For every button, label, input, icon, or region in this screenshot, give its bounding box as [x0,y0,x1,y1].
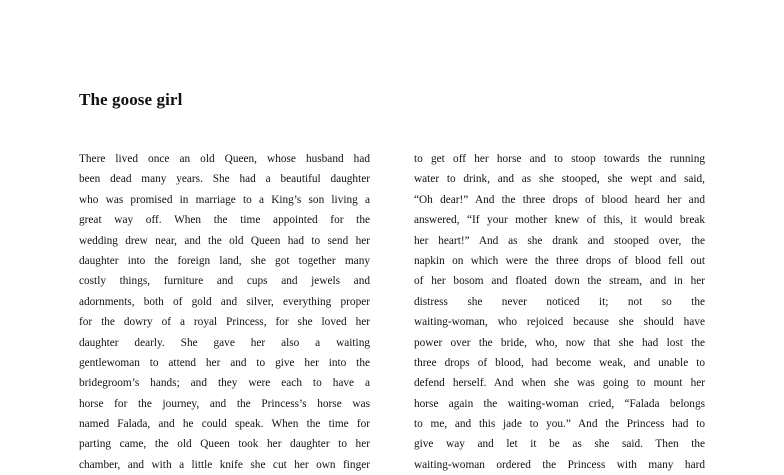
text-line: daughter dearly. She gave her also a waiting [79,336,370,349]
text-line: bridegroom’s hands; and they were each to have a [79,377,370,390]
text-line: gentlewoman to attend her and to give her into the [79,356,370,369]
text-line: for the dowry of a royal Princess, for she loved her [79,316,370,329]
text-line: of her bosom and floated down the stream, and in her [414,275,705,288]
text-line: “Oh dear!” And the three drops of blood heard her and [414,193,705,206]
text-line: daughter into the foreign land, she got together many [79,254,370,267]
page-title: The goose girl [79,90,183,109]
text-line: her heart!” And as she drank and stooped over, the [414,234,705,247]
text-line: give way and let it be as she said. Then the [414,438,705,451]
text-line: named Falada, and he could speak. When the time for [79,418,370,431]
text-line: answered, “If your mother knew of this, it would break [414,214,705,227]
text-line: to get off her horse and to stoop towards the running [414,153,705,165]
text-line: adornments, both of gold and silver, everything proper [79,295,370,308]
text-line: power over the bride, who, now that she had lost the [414,336,705,349]
right-column [414,149,705,475]
text-line: to me, and this jade to you.” And the Princess had to [414,418,705,431]
text-line: chamber, and with a little knife she cut her own finger [79,458,370,471]
left-column [79,149,370,475]
text-line: costly things, furniture and cups and jewels and [79,275,370,288]
text-line: There lived once an old Queen, whose husband had [79,153,370,165]
text-line: wedding drew near, and the old Queen had to send her [79,234,370,247]
text-line: water to drink, and as she stooped, she wept and said, [414,173,705,186]
text-line: horse again the waiting-woman cried, “Falada belongs [414,397,705,410]
text-line: distress she never noticed it; not so the [414,295,705,308]
text-line: parting came, the old Queen took her daughter to her [79,438,370,451]
text-line: who was promised in marriage to a King’s son living a [79,193,370,206]
text-line: been dead many years. She had a beautiful daughter [79,173,370,186]
text-line: horse for the journey, and the Princess’s horse was [79,397,370,410]
text-line: great way off. When the time appointed for the [79,214,370,227]
text-line: waiting-woman, who rejoiced because she should have [414,316,705,329]
text-line: napkin on which were the three drops of blood fell out [414,254,705,267]
text-line: waiting-woman ordered the Princess with many hard [414,458,705,471]
text-line: three drops of blood, had become weak, and unable to [414,356,705,369]
text-line: defend herself. And when she was going to mount her [414,377,705,390]
